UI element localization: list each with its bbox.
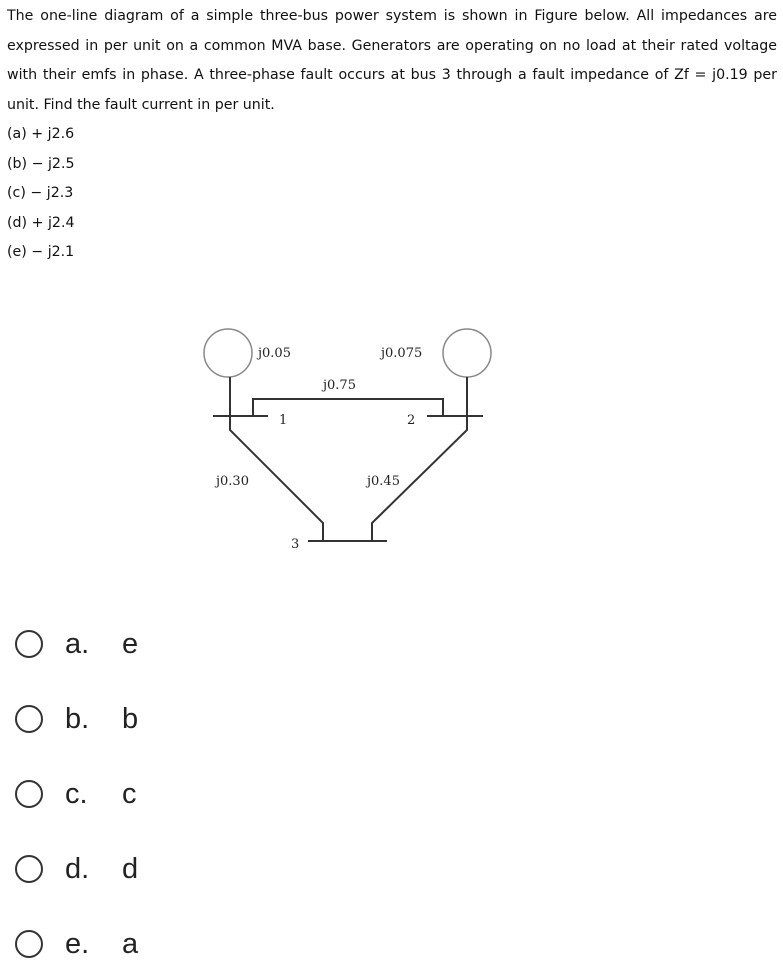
line-2-3 <box>372 377 467 541</box>
answer-option-d[interactable] <box>15 849 138 889</box>
choice-c: (c) − j2.3 <box>7 185 74 201</box>
answer-option-c[interactable] <box>15 774 137 814</box>
bus3-label: 3 <box>291 537 300 552</box>
radio-button[interactable] <box>15 780 43 808</box>
option-letter: e. <box>65 927 90 960</box>
bus2-label: 2 <box>407 413 416 428</box>
option-letter: a. <box>65 627 90 660</box>
radio-button[interactable] <box>15 930 43 958</box>
radio-button[interactable] <box>15 855 43 883</box>
choice-a: (a) + j2.6 <box>7 126 75 142</box>
bus1-label: 1 <box>279 413 288 428</box>
option-value: a <box>122 927 139 960</box>
option-value: d <box>122 852 139 885</box>
choice-d: (d) + j2.4 <box>7 214 75 231</box>
line12-impedance: j0.75 <box>323 378 356 393</box>
line23-impedance: j0.45 <box>367 474 400 489</box>
answer-option-a[interactable] <box>15 624 138 664</box>
generator-1 <box>204 329 252 377</box>
option-value: e <box>122 627 139 660</box>
answer-option-e[interactable] <box>15 924 138 964</box>
option-value: c <box>122 777 137 810</box>
option-letter: b. <box>65 702 90 735</box>
g1-impedance: j0.05 <box>258 346 291 361</box>
line13-impedance: j0.30 <box>216 474 249 489</box>
radio-button[interactable] <box>15 705 43 733</box>
answer-option-b[interactable] <box>15 699 138 739</box>
option-value: b <box>122 702 139 735</box>
line-1-3 <box>230 377 323 541</box>
option-letter: c. <box>65 777 88 810</box>
radio-button[interactable] <box>15 630 43 658</box>
g2-impedance: j0.075 <box>381 346 423 361</box>
question-paragraph: The one-line diagram of a simple three-bus power system is shown in Figure below. All impedances are expressed in per unit on a common MVA base. Generators are operating on no load at their rated voltage with their emfs in phase. A three-phase fault occurs at bus 3 through a fault impedance of Zf = j0.19 per unit. Find the fault current in per unit. <box>7 8 777 113</box>
generator-2 <box>443 329 491 377</box>
choice-b: (b) − j2.5 <box>7 155 75 172</box>
choice-e: (e) − j2.1 <box>7 244 75 260</box>
option-letter: d. <box>65 852 90 885</box>
